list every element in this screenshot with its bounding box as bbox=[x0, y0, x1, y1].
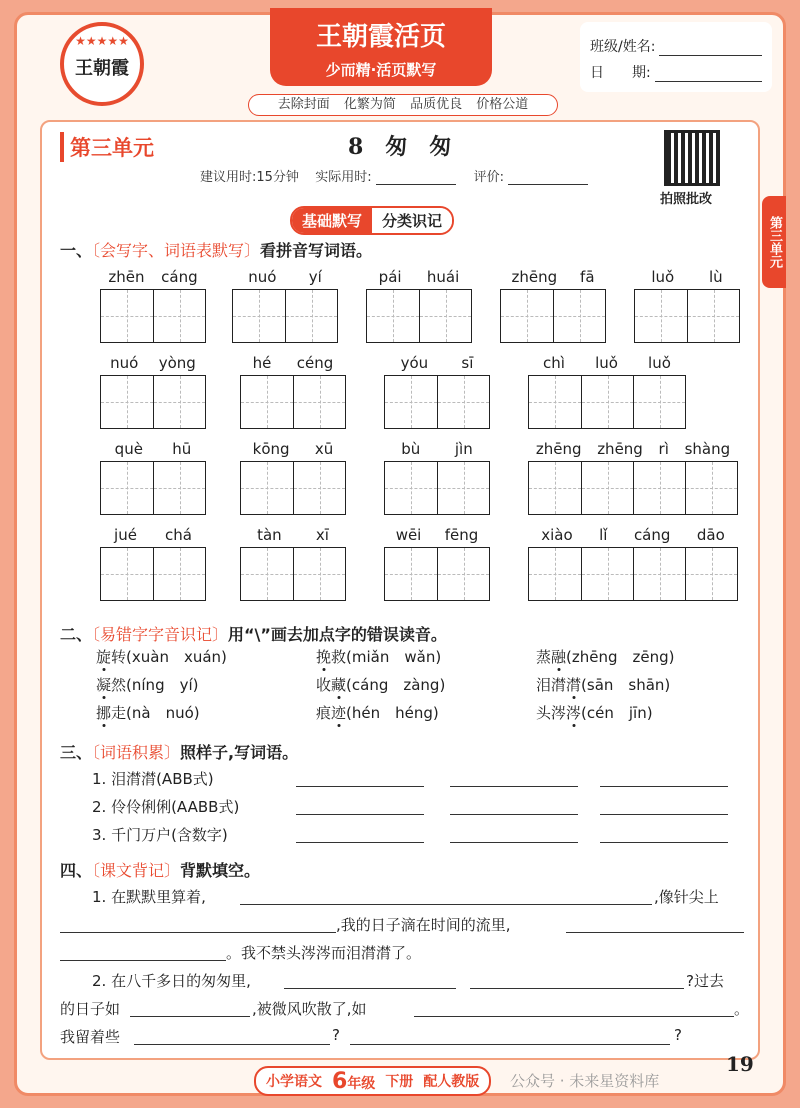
answer-blank[interactable] bbox=[130, 1016, 250, 1017]
pronunciation-options[interactable]: (zhēng zēng) bbox=[566, 648, 675, 666]
pinyin-syllable: fēng bbox=[444, 526, 479, 544]
character-boxes bbox=[240, 547, 346, 601]
writing-cell[interactable] bbox=[633, 548, 685, 600]
character-boxes bbox=[232, 289, 338, 343]
pinyin-syllable: nuó bbox=[248, 268, 277, 286]
crown-icon: ★★★★★ bbox=[75, 34, 129, 48]
writing-cell[interactable] bbox=[687, 290, 739, 342]
pinyin-group bbox=[232, 264, 338, 343]
pronunciation-options[interactable]: (cén jīn) bbox=[581, 704, 653, 722]
pinyin-group bbox=[366, 264, 472, 343]
q4-line: 的日子如 bbox=[60, 1000, 121, 1018]
pinyin-row bbox=[240, 436, 346, 458]
pinyin-syllable: xū bbox=[314, 440, 334, 458]
qr-label: 拍照批改 bbox=[660, 192, 713, 207]
q1-heading: 一、〔会写字、词语表默写〕看拼音写词语。 bbox=[60, 241, 373, 260]
answer-blank[interactable] bbox=[600, 842, 728, 843]
writing-cell[interactable] bbox=[101, 548, 153, 600]
pinyin-syllable: dāo bbox=[696, 526, 725, 544]
date-field[interactable] bbox=[655, 66, 762, 82]
character-boxes bbox=[634, 289, 740, 343]
character-boxes bbox=[528, 375, 686, 429]
pinyin-row bbox=[232, 264, 338, 286]
pinyin-syllable: rì bbox=[658, 440, 669, 458]
pinyin-row bbox=[100, 522, 206, 544]
writing-cell[interactable] bbox=[685, 548, 737, 600]
answer-blank[interactable] bbox=[600, 786, 728, 787]
character-boxes bbox=[500, 289, 606, 343]
pinyin-row bbox=[634, 264, 740, 286]
pronunciation-options[interactable]: (xuàn xuán) bbox=[126, 648, 227, 666]
character-boxes bbox=[240, 461, 346, 515]
pinyin-group bbox=[240, 350, 346, 429]
writing-cell[interactable] bbox=[501, 290, 553, 342]
writing-cell[interactable] bbox=[241, 462, 293, 514]
pinyin-syllable: yòng bbox=[158, 354, 196, 372]
writing-cell[interactable] bbox=[153, 548, 205, 600]
writing-cell[interactable] bbox=[633, 376, 685, 428]
section-pill bbox=[290, 206, 454, 235]
q3-row: 2. 伶伶俐俐(AABB式) bbox=[92, 798, 240, 816]
pinyin-syllable: huái bbox=[426, 268, 460, 286]
pronunciation-options[interactable]: (cáng zàng) bbox=[346, 676, 446, 694]
answer-blank[interactable] bbox=[240, 904, 652, 905]
pinyin-syllable: yí bbox=[308, 268, 322, 286]
writing-cell[interactable] bbox=[233, 290, 285, 342]
qr-code-icon[interactable] bbox=[664, 130, 720, 186]
pronunciation-item bbox=[96, 674, 198, 695]
pinyin-row bbox=[384, 436, 490, 458]
pronunciation-item bbox=[96, 702, 200, 723]
pinyin-syllable: sī bbox=[461, 354, 474, 372]
pinyin-syllable: jué bbox=[114, 526, 137, 544]
writing-cell[interactable] bbox=[685, 462, 737, 514]
pinyin-syllable: zhēn bbox=[108, 268, 145, 286]
q4-line: 。我不禁头涔涔而泪潸潸了。 bbox=[226, 944, 422, 962]
writing-cell[interactable] bbox=[385, 548, 437, 600]
writing-cell[interactable] bbox=[529, 548, 581, 600]
brand-logo: ★★★★★ 王朝霞 bbox=[60, 22, 144, 106]
pinyin-group bbox=[528, 350, 686, 429]
footer-bar: 小学语文 6年级 下册 配人教版 bbox=[254, 1066, 491, 1096]
pinyin-syllable: bù bbox=[401, 440, 421, 458]
dotted-char: 藏 bbox=[331, 676, 347, 694]
writing-cell[interactable] bbox=[285, 290, 337, 342]
character-boxes bbox=[384, 461, 490, 515]
pinyin-syllable: luǒ bbox=[648, 354, 671, 372]
writing-cell[interactable] bbox=[581, 376, 633, 428]
char: 痕 bbox=[316, 704, 332, 722]
pinyin-syllable: yóu bbox=[400, 354, 429, 372]
q4-line: ? bbox=[332, 1026, 340, 1044]
char: 转 bbox=[111, 648, 127, 666]
answer-blank[interactable] bbox=[450, 814, 578, 815]
writing-cell[interactable] bbox=[293, 548, 345, 600]
writing-cell[interactable] bbox=[529, 376, 581, 428]
q4-line: ,我的日子滴在时间的流里, bbox=[336, 916, 511, 934]
class-name-field[interactable] bbox=[659, 40, 762, 56]
pinyin-syllable: tàn bbox=[257, 526, 282, 544]
character-boxes bbox=[100, 547, 206, 601]
q4-line: ?过去 bbox=[686, 972, 724, 990]
pinyin-group bbox=[100, 264, 206, 343]
dotted-char: 旋 bbox=[96, 648, 112, 666]
section-right: 分类识记 bbox=[372, 208, 452, 233]
class-name-label: 班级/姓名: bbox=[590, 39, 656, 55]
pronunciation-item bbox=[316, 674, 445, 695]
char: 头涔 bbox=[536, 704, 567, 722]
pinyin-group bbox=[384, 350, 490, 429]
char: 泪潸 bbox=[536, 676, 567, 694]
pinyin-syllable: cáng bbox=[633, 526, 671, 544]
q3-row: 1. 泪潸潸(ABB式) bbox=[92, 770, 214, 788]
pinyin-row bbox=[366, 264, 472, 286]
pinyin-syllable: luǒ bbox=[651, 268, 675, 286]
pinyin-row bbox=[500, 264, 606, 286]
pinyin-row bbox=[384, 350, 490, 372]
answer-blank[interactable] bbox=[134, 1044, 330, 1045]
dotted-char: 融 bbox=[551, 648, 567, 666]
actual-time-field[interactable] bbox=[376, 171, 456, 185]
writing-cell[interactable] bbox=[385, 462, 437, 514]
pinyin-syllable: chì bbox=[543, 354, 565, 372]
pinyin-syllable: hū bbox=[172, 440, 192, 458]
pinyin-group bbox=[100, 436, 206, 515]
dotted-char: 挪 bbox=[96, 704, 112, 722]
q4-line: 。 bbox=[734, 1000, 750, 1018]
pinyin-syllable: wēi bbox=[395, 526, 422, 544]
brand-subtitle: 少而精·活页默写 bbox=[325, 61, 437, 79]
pronunciation-item bbox=[316, 646, 441, 667]
char: 走 bbox=[111, 704, 127, 722]
writing-cell[interactable] bbox=[101, 290, 153, 342]
pinyin-syllable: lǐ bbox=[599, 526, 608, 544]
pinyin-syllable: pái bbox=[378, 268, 402, 286]
student-info-box bbox=[580, 22, 772, 92]
unit-heading: 第三单元 bbox=[60, 132, 154, 162]
section-left: 基础默写 bbox=[292, 208, 372, 233]
pronunciation-item bbox=[316, 702, 439, 723]
pinyin-syllable: fā bbox=[580, 268, 595, 286]
writing-cell[interactable] bbox=[635, 290, 687, 342]
writing-cell[interactable] bbox=[101, 462, 153, 514]
pinyin-syllable: céng bbox=[296, 354, 334, 372]
slogan-bar: 去除封面 化繁为简 品质优良 价格公道 bbox=[248, 94, 558, 116]
char: 收 bbox=[316, 676, 332, 694]
answer-blank[interactable] bbox=[470, 988, 684, 989]
writing-cell[interactable] bbox=[385, 376, 437, 428]
writing-cell[interactable] bbox=[153, 290, 205, 342]
writing-cell[interactable] bbox=[419, 290, 471, 342]
answer-blank[interactable] bbox=[284, 988, 456, 989]
pinyin-group bbox=[100, 522, 206, 601]
answer-blank[interactable] bbox=[566, 932, 744, 933]
writing-cell[interactable] bbox=[529, 462, 581, 514]
lesson-title: 8 匆 匆 bbox=[348, 134, 452, 160]
pinyin-syllable: shàng bbox=[684, 440, 731, 458]
pinyin-row bbox=[100, 436, 206, 458]
pronunciation-item bbox=[536, 646, 675, 667]
q4-line: 我留着些 bbox=[60, 1028, 121, 1046]
answer-blank[interactable] bbox=[600, 814, 728, 815]
date-label: 日 期: bbox=[590, 65, 651, 81]
pinyin-syllable: què bbox=[114, 440, 143, 458]
pinyin-row bbox=[100, 264, 206, 286]
time-row: 建议用时:15分钟 实际用时: 评价: bbox=[200, 166, 602, 185]
writing-cell[interactable] bbox=[581, 548, 633, 600]
answer-blank[interactable] bbox=[296, 842, 424, 843]
pinyin-group bbox=[634, 264, 740, 343]
pronunciation-options[interactable]: (miǎn wǎn) bbox=[346, 648, 442, 666]
answer-blank[interactable] bbox=[450, 842, 578, 843]
pronunciation-options[interactable]: (níng yí) bbox=[126, 676, 199, 694]
writing-cell[interactable] bbox=[293, 376, 345, 428]
writing-cell[interactable] bbox=[437, 462, 489, 514]
answer-blank[interactable] bbox=[60, 932, 336, 933]
pinyin-syllable: luǒ bbox=[595, 354, 618, 372]
pinyin-row bbox=[528, 436, 738, 458]
dotted-char: 凝 bbox=[96, 676, 112, 694]
q4-heading: 四、〔课文背记〕背默填空。 bbox=[60, 861, 261, 880]
writing-cell[interactable] bbox=[367, 290, 419, 342]
pinyin-row bbox=[528, 522, 738, 544]
writing-cell[interactable] bbox=[437, 548, 489, 600]
brand-name: 王朝霞活页 bbox=[315, 22, 446, 52]
pinyin-group bbox=[384, 436, 490, 515]
pinyin-group bbox=[528, 522, 738, 601]
character-boxes bbox=[528, 547, 738, 601]
pronunciation-options[interactable]: (sān shān) bbox=[581, 676, 671, 694]
pinyin-group bbox=[240, 436, 346, 515]
pinyin-row bbox=[240, 350, 346, 372]
writing-cell[interactable] bbox=[293, 462, 345, 514]
writing-cell[interactable] bbox=[437, 376, 489, 428]
pinyin-syllable: chá bbox=[165, 526, 192, 544]
pinyin-syllable: xiào bbox=[541, 526, 573, 544]
writing-cell[interactable] bbox=[633, 462, 685, 514]
pinyin-row bbox=[240, 522, 346, 544]
pinyin-group bbox=[100, 350, 206, 429]
dotted-char: 涔 bbox=[566, 704, 582, 722]
dotted-char: 潸 bbox=[566, 676, 582, 694]
writing-cell[interactable] bbox=[553, 290, 605, 342]
pinyin-group bbox=[528, 436, 738, 515]
character-boxes bbox=[384, 375, 490, 429]
pinyin-group bbox=[500, 264, 606, 343]
pinyin-syllable: jìn bbox=[454, 440, 473, 458]
character-boxes bbox=[100, 375, 206, 429]
pinyin-syllable: zhēng bbox=[535, 440, 582, 458]
writing-cell[interactable] bbox=[581, 462, 633, 514]
dotted-char: 迹 bbox=[331, 704, 347, 722]
character-boxes bbox=[384, 547, 490, 601]
q4-line: 2. 在八千多日的匆匆里, bbox=[92, 972, 251, 990]
answer-blank[interactable] bbox=[350, 1044, 670, 1045]
pinyin-syllable: lù bbox=[708, 268, 723, 286]
pronunciation-options[interactable]: (hén héng) bbox=[346, 704, 439, 722]
q2-heading: 二、〔易错字字音识记〕用“\”画去加点字的错误读音。 bbox=[60, 625, 447, 644]
character-boxes bbox=[100, 461, 206, 515]
pinyin-syllable: zhēng bbox=[511, 268, 558, 286]
writing-cell[interactable] bbox=[241, 376, 293, 428]
char: 蒸 bbox=[536, 648, 552, 666]
pinyin-syllable: cáng bbox=[161, 268, 198, 286]
pinyin-syllable: nuó bbox=[110, 354, 139, 372]
writing-cell[interactable] bbox=[153, 462, 205, 514]
answer-blank[interactable] bbox=[296, 814, 424, 815]
watermark: 公众号 · 未来星资料库 bbox=[510, 1072, 660, 1090]
page-number: 19 bbox=[726, 1052, 754, 1076]
side-tab: 第三单元 bbox=[762, 196, 786, 288]
pinyin-syllable: kōng bbox=[252, 440, 290, 458]
q3-heading: 三、〔词语积累〕照样子,写词语。 bbox=[60, 743, 299, 762]
character-boxes bbox=[366, 289, 472, 343]
q4-line: ? bbox=[674, 1026, 682, 1044]
writing-cell[interactable] bbox=[153, 376, 205, 428]
character-boxes bbox=[528, 461, 738, 515]
character-boxes bbox=[240, 375, 346, 429]
brand-banner bbox=[270, 8, 492, 86]
q4-line: 1. 在默默里算着, bbox=[92, 888, 206, 906]
char: 然 bbox=[111, 676, 127, 694]
pronunciation-item bbox=[536, 702, 653, 723]
answer-blank[interactable] bbox=[414, 1016, 734, 1017]
pinyin-row bbox=[528, 350, 686, 372]
character-boxes bbox=[100, 289, 206, 343]
pinyin-row bbox=[384, 522, 490, 544]
pinyin-syllable: xī bbox=[315, 526, 329, 544]
q3-row: 3. 千门万户(含数字) bbox=[92, 826, 228, 844]
pinyin-syllable: hé bbox=[252, 354, 272, 372]
pronunciation-options[interactable]: (nà nuó) bbox=[126, 704, 200, 722]
grade-field[interactable] bbox=[508, 171, 588, 185]
answer-blank[interactable] bbox=[60, 960, 226, 961]
char: 救 bbox=[331, 648, 347, 666]
writing-cell[interactable] bbox=[101, 376, 153, 428]
pinyin-row bbox=[100, 350, 206, 372]
pinyin-group bbox=[384, 522, 490, 601]
q4-line: ,像针尖上 bbox=[654, 888, 719, 906]
answer-blank[interactable] bbox=[450, 786, 578, 787]
writing-cell[interactable] bbox=[241, 548, 293, 600]
pronunciation-item bbox=[536, 674, 670, 695]
pronunciation-item bbox=[96, 646, 227, 667]
pinyin-group bbox=[240, 522, 346, 601]
answer-blank[interactable] bbox=[296, 786, 424, 787]
dotted-char: 挽 bbox=[316, 648, 332, 666]
pinyin-syllable: zhēng bbox=[597, 440, 643, 458]
q4-line: ,被微风吹散了,如 bbox=[252, 1000, 367, 1018]
